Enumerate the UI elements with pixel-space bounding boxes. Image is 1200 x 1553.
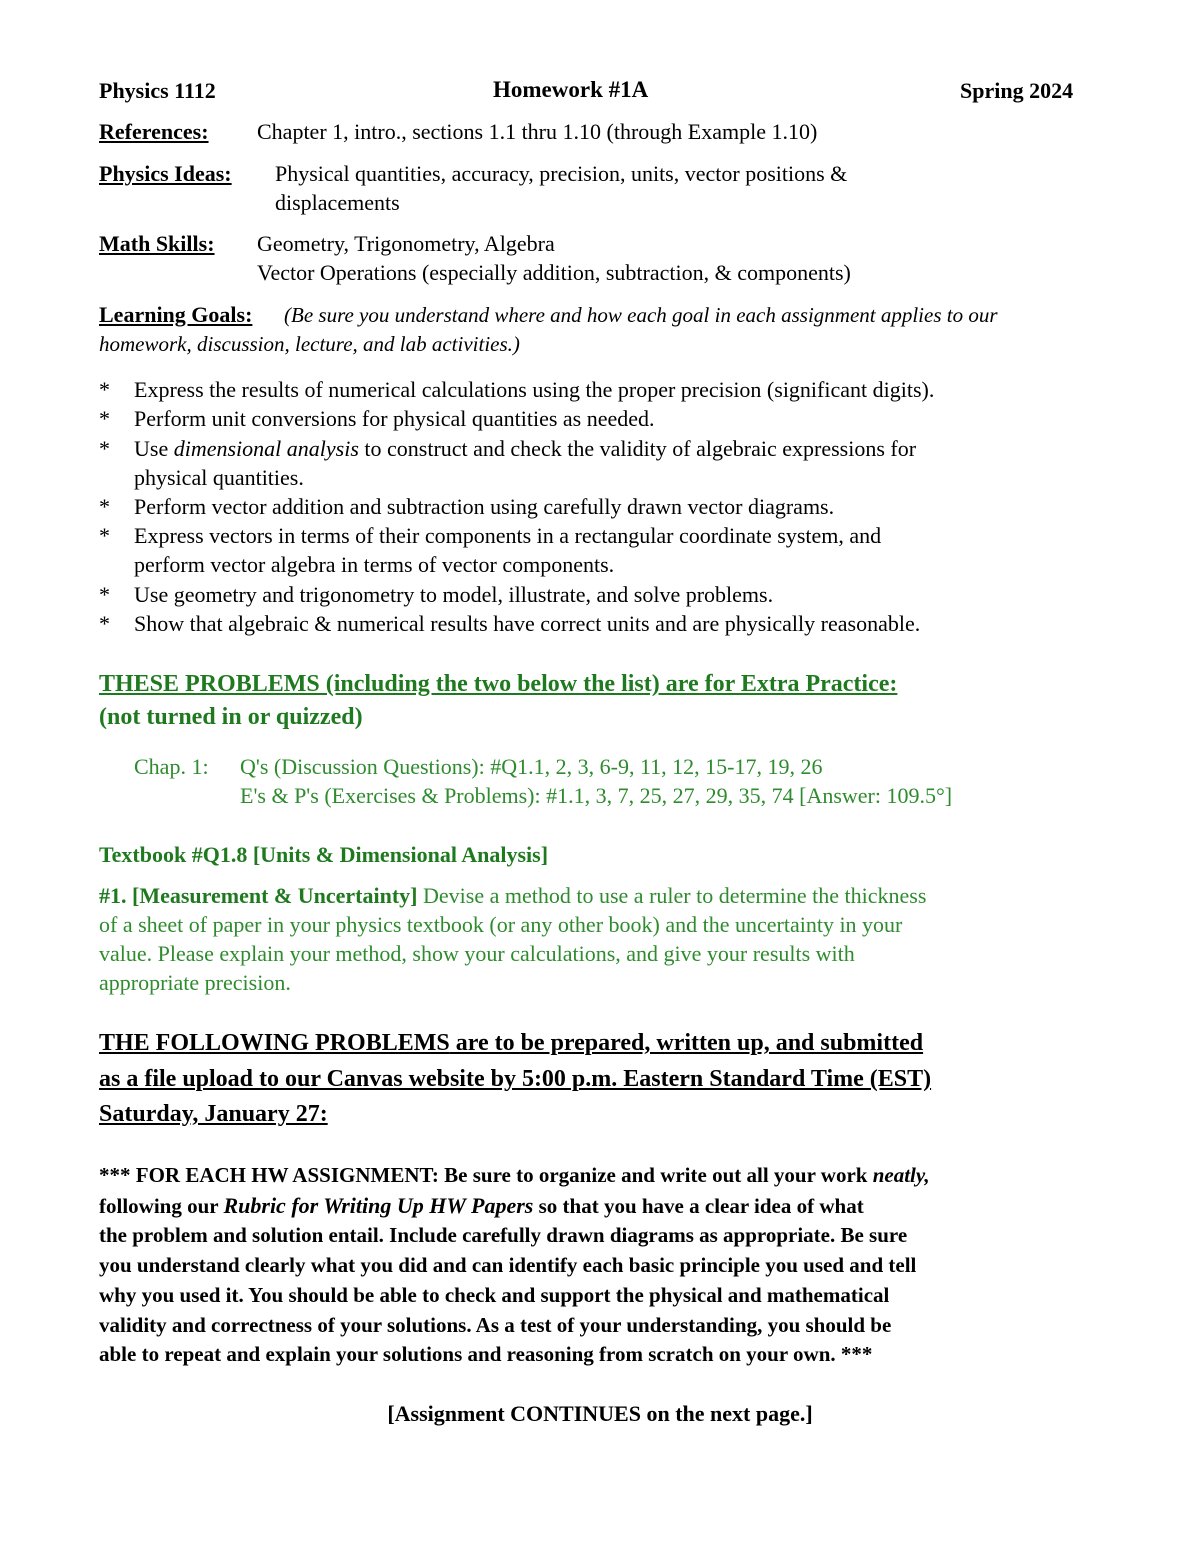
goal-item-continued: perform vector algebra in terms of vector components. xyxy=(134,552,615,577)
textbook-problem: Textbook #Q1.8 [Units & Dimensional Analysis] xyxy=(99,842,549,867)
discussion-questions: Q's (Discussion Questions): #Q1.1, 2, 3, 6-9, 11, 12, 15-17, 19, 26 xyxy=(240,754,823,779)
physics-ideas-line2: displacements xyxy=(275,190,400,215)
physics-ideas-line1: Physical quantities, accuracy, precision, units, vector positions & xyxy=(275,161,848,186)
bullet-marker: * xyxy=(99,494,110,519)
math-skills-line2: Vector Operations (especially addition, subtraction, & components) xyxy=(257,260,851,285)
bullet-marker: * xyxy=(99,406,110,431)
references-text: Chapter 1, intro., sections 1.1 thru 1.10 (through Example 1.10) xyxy=(257,119,818,144)
rubric-title: Rubric for Writing Up HW Papers xyxy=(223,1193,534,1218)
homework-title: Homework #1A xyxy=(493,77,649,102)
goal-item-continued: physical quantities. xyxy=(134,465,304,490)
problem-1-line4: appropriate precision. xyxy=(99,970,291,995)
goal-text: to construct and check the validity of algebraic expressions for xyxy=(358,436,917,461)
math-skills-line1: Geometry, Trigonometry, Algebra xyxy=(257,231,555,256)
course-name: Physics 1112 xyxy=(99,78,216,103)
chapter-label: Chap. 1: xyxy=(134,754,209,779)
term: Spring 2024 xyxy=(960,78,1074,103)
instructions-text: so that you have a clear idea of what xyxy=(533,1194,864,1218)
bullet-marker: * xyxy=(99,611,110,636)
goal-text: Use xyxy=(134,436,174,461)
submission-line3: Saturday, January 27: xyxy=(99,1101,328,1127)
instructions-line4: you understand clearly what you did and can identify each basic principle you used and tell xyxy=(99,1253,917,1277)
bullet-marker: * xyxy=(99,582,110,607)
submission-text: are to be prepared, written up, and submitted xyxy=(449,1030,924,1056)
goal-item: Perform unit conversions for physical quantities as needed. xyxy=(134,406,655,431)
instructions-emphasis: neatly, xyxy=(872,1163,930,1187)
problem-1-label: #1. [Measurement & Uncertainty] xyxy=(99,883,418,908)
goal-item: Express the results of numerical calculations using the proper precision (significant digits). xyxy=(134,377,935,402)
bullet-marker: * xyxy=(99,377,110,402)
goal-item xyxy=(134,436,916,462)
submission-line1 xyxy=(99,1030,923,1057)
learning-goals-note-line2: homework, discussion, lecture, and lab activities.) xyxy=(99,332,520,356)
submission-line2: as a file upload to our Canvas website by 5:00 p.m. Eastern Standard Time (EST) xyxy=(99,1066,932,1092)
practice-heading-line2: (not turned in or quizzed) xyxy=(99,704,363,730)
goal-item: Show that algebraic & numerical results have correct units and are physically reasonable. xyxy=(134,611,921,636)
instructions-line5: why you used it. You should be able to check and support the physical and mathematical xyxy=(99,1283,890,1307)
submission-bold: THE FOLLOWING PROBLEMS xyxy=(99,1030,450,1056)
physics-ideas-label: Physics Ideas: xyxy=(99,161,232,186)
instructions-line6: validity and correctness of your solutions. As a test of your understanding, you should be xyxy=(99,1313,892,1337)
problem-1-line2: of a sheet of paper in your physics textbook (or any other book) and the uncertainty in your xyxy=(99,912,903,937)
learning-goals-label: Learning Goals: xyxy=(99,302,253,327)
instructions-line1 xyxy=(99,1163,930,1188)
instructions-line2 xyxy=(99,1193,864,1219)
learning-goals-note-line1: (Be sure you understand where and how each goal in each assignment applies to our xyxy=(284,303,998,327)
goal-item: Perform vector addition and subtraction using carefully drawn vector diagrams. xyxy=(134,494,835,519)
references-label: References: xyxy=(99,119,209,144)
goal-item: Express vectors in terms of their components in a rectangular coordinate system, and xyxy=(134,523,882,548)
continues-note: [Assignment CONTINUES on the next page.] xyxy=(387,1401,813,1426)
bullet-marker: * xyxy=(99,436,110,461)
problem-1-line1 xyxy=(99,883,926,909)
goal-emphasis: dimensional analysis xyxy=(173,436,359,461)
problem-1-line3: value. Please explain your method, show your calculations, and give your results with xyxy=(99,941,855,966)
goal-item: Use geometry and trigonometry to model, illustrate, and solve problems. xyxy=(134,582,774,607)
exercises-problems: E's & P's (Exercises & Problems): #1.1, 3, 7, 25, 27, 29, 35, 74 [Answer: 109.5°] xyxy=(240,783,953,808)
instructions-line7: able to repeat and explain your solutions and reasoning from scratch on your own. *** xyxy=(99,1342,873,1366)
instructions-line3: the problem and solution entail. Include carefully drawn diagrams as appropriate. Be sure xyxy=(99,1223,908,1247)
practice-heading-line1: THESE PROBLEMS (including the two below the list) are for Extra Practice: xyxy=(99,671,898,697)
instructions-text: *** FOR EACH HW ASSIGNMENT: Be sure to organize and write out all your work xyxy=(99,1163,873,1187)
problem-1-text: Devise a method to use a ruler to determine the thickness xyxy=(417,883,927,908)
bullet-marker: * xyxy=(99,523,110,548)
instructions-text: following our xyxy=(99,1194,224,1218)
math-skills-label: Math Skills: xyxy=(99,231,215,256)
